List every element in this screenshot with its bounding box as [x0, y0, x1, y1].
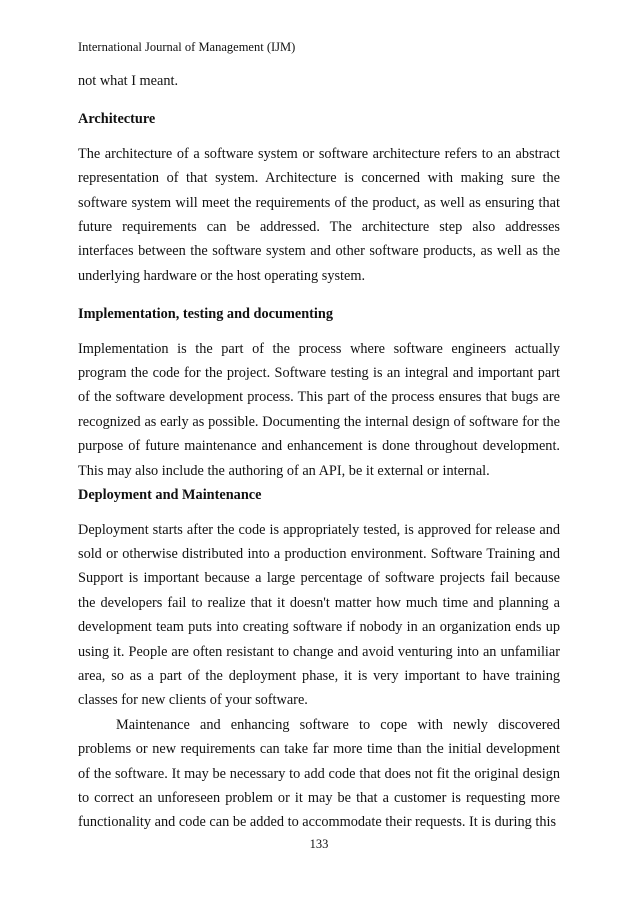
section-heading-architecture: Architecture [78, 111, 156, 128]
paragraph-deployment: Deployment starts after the code is appropriately tested, is approved for release and sold or otherwise distributed into a production environment. Software Training and Support is important because a large percentage of software projects fail because the developers fail to realize that it doesn't matter how much time and planning a development team puts into creating software if nobody in an organization ends up using it. People are often resistant to change and avoid venturing into an unfamiliar area, so as a part of the deployment phase, it is very important to have training classes for new clients of your software. [78, 521, 560, 709]
page-number: 133 [309, 837, 329, 851]
section-heading-deployment: Deployment and Maintenance [78, 487, 262, 504]
paragraph-implementation: Implementation is the part of the process where software engineers actually program the code for the project. Software testing is an integral and important part of the software development process. This part of the process ensures that bugs are recognized as early as possible. Documenting the internal design of software for the purpose of future maintenance and enhancement is done throughout development. This may also include the authoring of an API, be it external or internal. [78, 340, 560, 479]
article-body [78, 69, 560, 835]
running-header: International Journal of Management (IJM) [78, 40, 296, 54]
paragraph-architecture: The architecture of a software system or software architecture refers to an abstract representation of that system. Architecture is concerned with making sure the software system will meet the requirements of the product, as well as ensuring that future requirements can be addressed. The architecture step also addresses interfaces between the software system and other software products, as well as the underlying hardware or the host operating system. [78, 145, 560, 284]
paragraph-fragment: not what I meant. [78, 73, 179, 89]
section-heading-implementation: Implementation, testing and documenting [78, 306, 333, 323]
paragraph-maintenance: Maintenance and enhancing software to cope with newly discovered problems or new requirements can take far more time than the initial development of the software. It may be necessary to add code that does not fit the original design to correct an unforeseen problem or it may be that a customer is requesting more functionality and code can be added to accommodate their requests. It is during this [78, 716, 560, 831]
